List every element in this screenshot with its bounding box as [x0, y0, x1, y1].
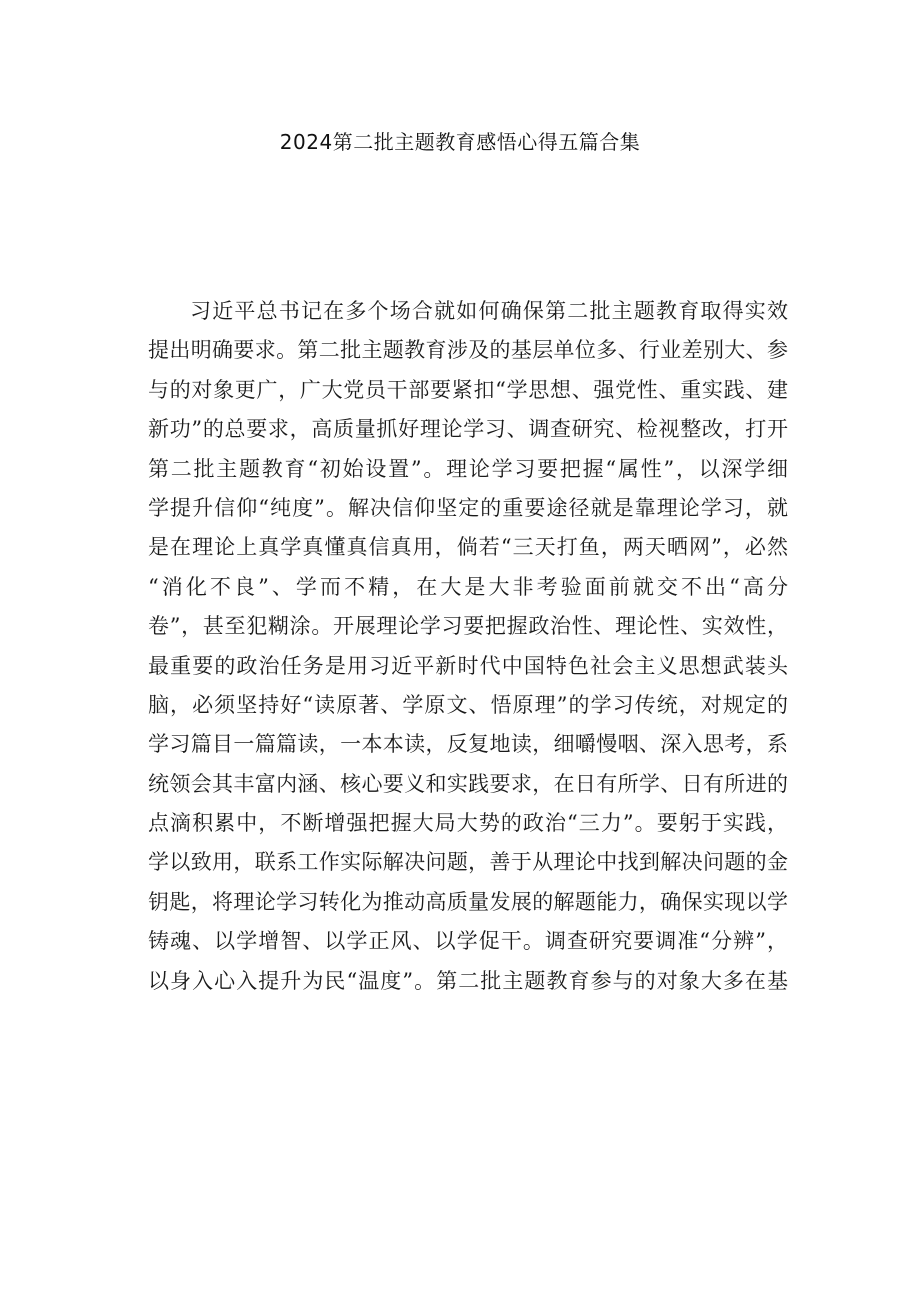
paragraph-line: 与的对象更广，广大党员干部要紧扣“学思想、强党性、重实践、建 — [148, 377, 788, 402]
paragraph-line: 最重要的政治任务是用习近平新时代中国特色社会主义思想武装头 — [148, 653, 788, 678]
document-title: 2024第二批主题教育感悟心得五篇合集 — [279, 130, 641, 154]
paragraph-line: 脑，必须坚持好“读原著、学原文、悟原理”的学习传统，对规定的 — [148, 692, 788, 717]
paragraph-line: “消化不良”、学而不精，在大是大非考验面前就交不出“高分 — [148, 574, 788, 599]
paragraph-line: 学以致用，联系工作实际解决问题，善于从理论中找到解决问题的金 — [148, 850, 788, 875]
paragraph-line: 第二批主题教育“初始设置”。理论学习要把握“属性”，以深学细 — [148, 456, 788, 481]
paragraph-line: 统领会其丰富内涵、核心要义和实践要求，在日有所学、日有所进的 — [148, 771, 788, 796]
paragraph-line: 以身入心入提升为民“温度”。第二批主题教育参与的对象大多在基 — [148, 968, 788, 993]
paragraph-line: 习近平总书记在多个场合就如何确保第二批主题教育取得实效 — [190, 299, 788, 323]
paragraph-line: 钥匙，将理论学习转化为推动高质量发展的解题能力，确保实现以学 — [148, 889, 788, 914]
paragraph-line: 是在理论上真学真懂真信真用，倘若“三天打鱼，两天晒网”，必然 — [148, 535, 788, 560]
paragraph-line: 点滴积累中，不断增强把握大局大势的政治“三力”。要躬于实践， — [148, 811, 788, 836]
paragraph-line: 学提升信仰“纯度”。解决信仰坚定的重要途径就是靠理论学习，就 — [148, 495, 788, 520]
paragraph-line: 卷”，甚至犯糊涂。开展理论学习要把握政治性、理论性、实效性， — [148, 614, 788, 639]
paragraph-line: 铸魂、以学增智、以学正风、以学促干。调查研究要调准“分辨”， — [148, 929, 788, 954]
paragraph-line: 学习篇目一篇篇读，一本本读，反复地读，细嚼慢咽、深入思考，系 — [148, 732, 788, 757]
paragraph-line: 提出明确要求。第二批主题教育涉及的基层单位多、行业差别大、参 — [148, 338, 788, 363]
body-paragraph — [148, 292, 788, 1001]
paragraph-line: 新功”的总要求，高质量抓好理论学习、调查研究、检视整改，打开 — [148, 417, 788, 442]
